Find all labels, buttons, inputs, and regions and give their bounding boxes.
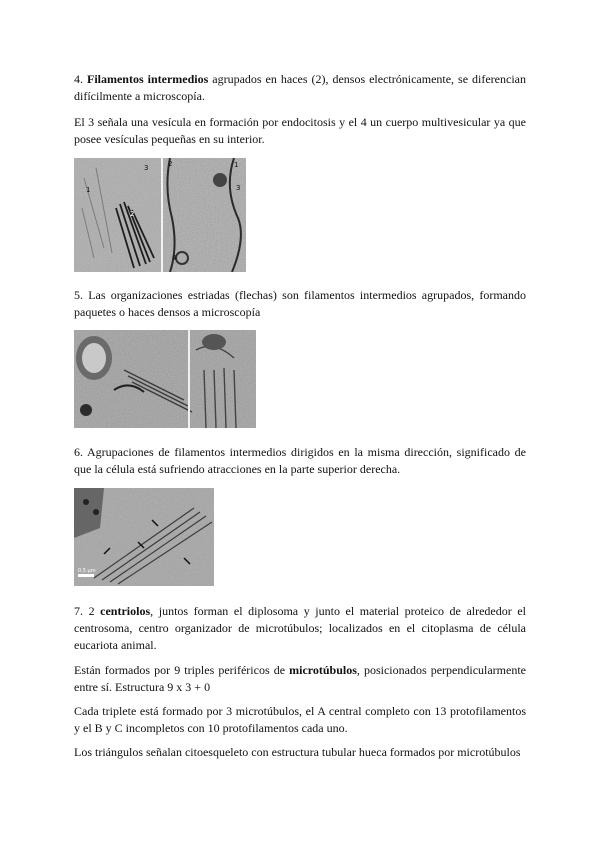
paragraph-text: , posicionados perpendicularmente entre sí. Estructura 9 x 3 + 0 (74, 663, 526, 694)
figure-1-label: 4 (172, 254, 177, 262)
paragraph-4-text: agrupados en haces (2), densos electrónicamente, se diferencian difícilmente a microscopía. (74, 72, 526, 103)
paragraph-7-text: , juntos forman el diplosoma y junto el material proteico de alrededor el centrosoma, centro organizador de microtúbulos; localizados en el citoplasma de célula eucariota animal. (74, 604, 526, 652)
paragraph-6: 6. Agrupaciones de filamentos intermedios dirigidos en la misma dirección, significado de que la célula está sufriendo atracciones en la parte superior derecha. (74, 445, 526, 476)
term-filamentos-intermedios: Filamentos intermedios (86, 72, 209, 86)
paragraph-4-detail: El 3 señala una vesícula en formación por endocitosis y el 4 un cuerpo multivesicular ya que posee vesículas pequeñas en su interior. (74, 115, 526, 146)
paragraph-text: Están formados por 9 triples periféricos de (74, 663, 290, 677)
figure-1-label: 3 (144, 164, 149, 172)
paragraph-7-structure (74, 662, 526, 696)
scale-bar-label: 0.5 µm (78, 568, 96, 574)
term-microtubulos: microtúbulos (289, 663, 357, 677)
paragraph-7 (74, 603, 526, 654)
paragraph-4 (74, 71, 526, 105)
paragraph-5: 5. Las organizaciones estriadas (flechas) son filamentos intermedios agrupados, formando paquetes o haces densos a microscopía (74, 288, 526, 319)
micrograph-figure-3 (74, 488, 214, 586)
term-centriolos: centriolos (100, 604, 151, 618)
micrograph-figure-1 (74, 158, 246, 272)
micrograph-figure-2 (74, 330, 256, 428)
figure-1-label: 1 (234, 161, 239, 169)
figure-1-label: 2 (130, 210, 135, 218)
item-number: 7. 2 (74, 604, 95, 618)
figure-1-label: 2 (168, 160, 173, 168)
paragraph-7-triplet: Cada triplete está formado por 3 microtúbulos, el A central completo con 13 protofilamentos y el B y C incompletos con 10 protofilamentos cada uno. (74, 704, 526, 735)
figure-1-label: 3 (236, 184, 241, 192)
figure-1-label: 1 (86, 186, 91, 194)
item-number: 4. (74, 72, 83, 86)
paragraph-7-triangles: Los triángulos señalan citoesqueleto con estructura tubular hueca formados por microtúbulos (74, 745, 521, 759)
